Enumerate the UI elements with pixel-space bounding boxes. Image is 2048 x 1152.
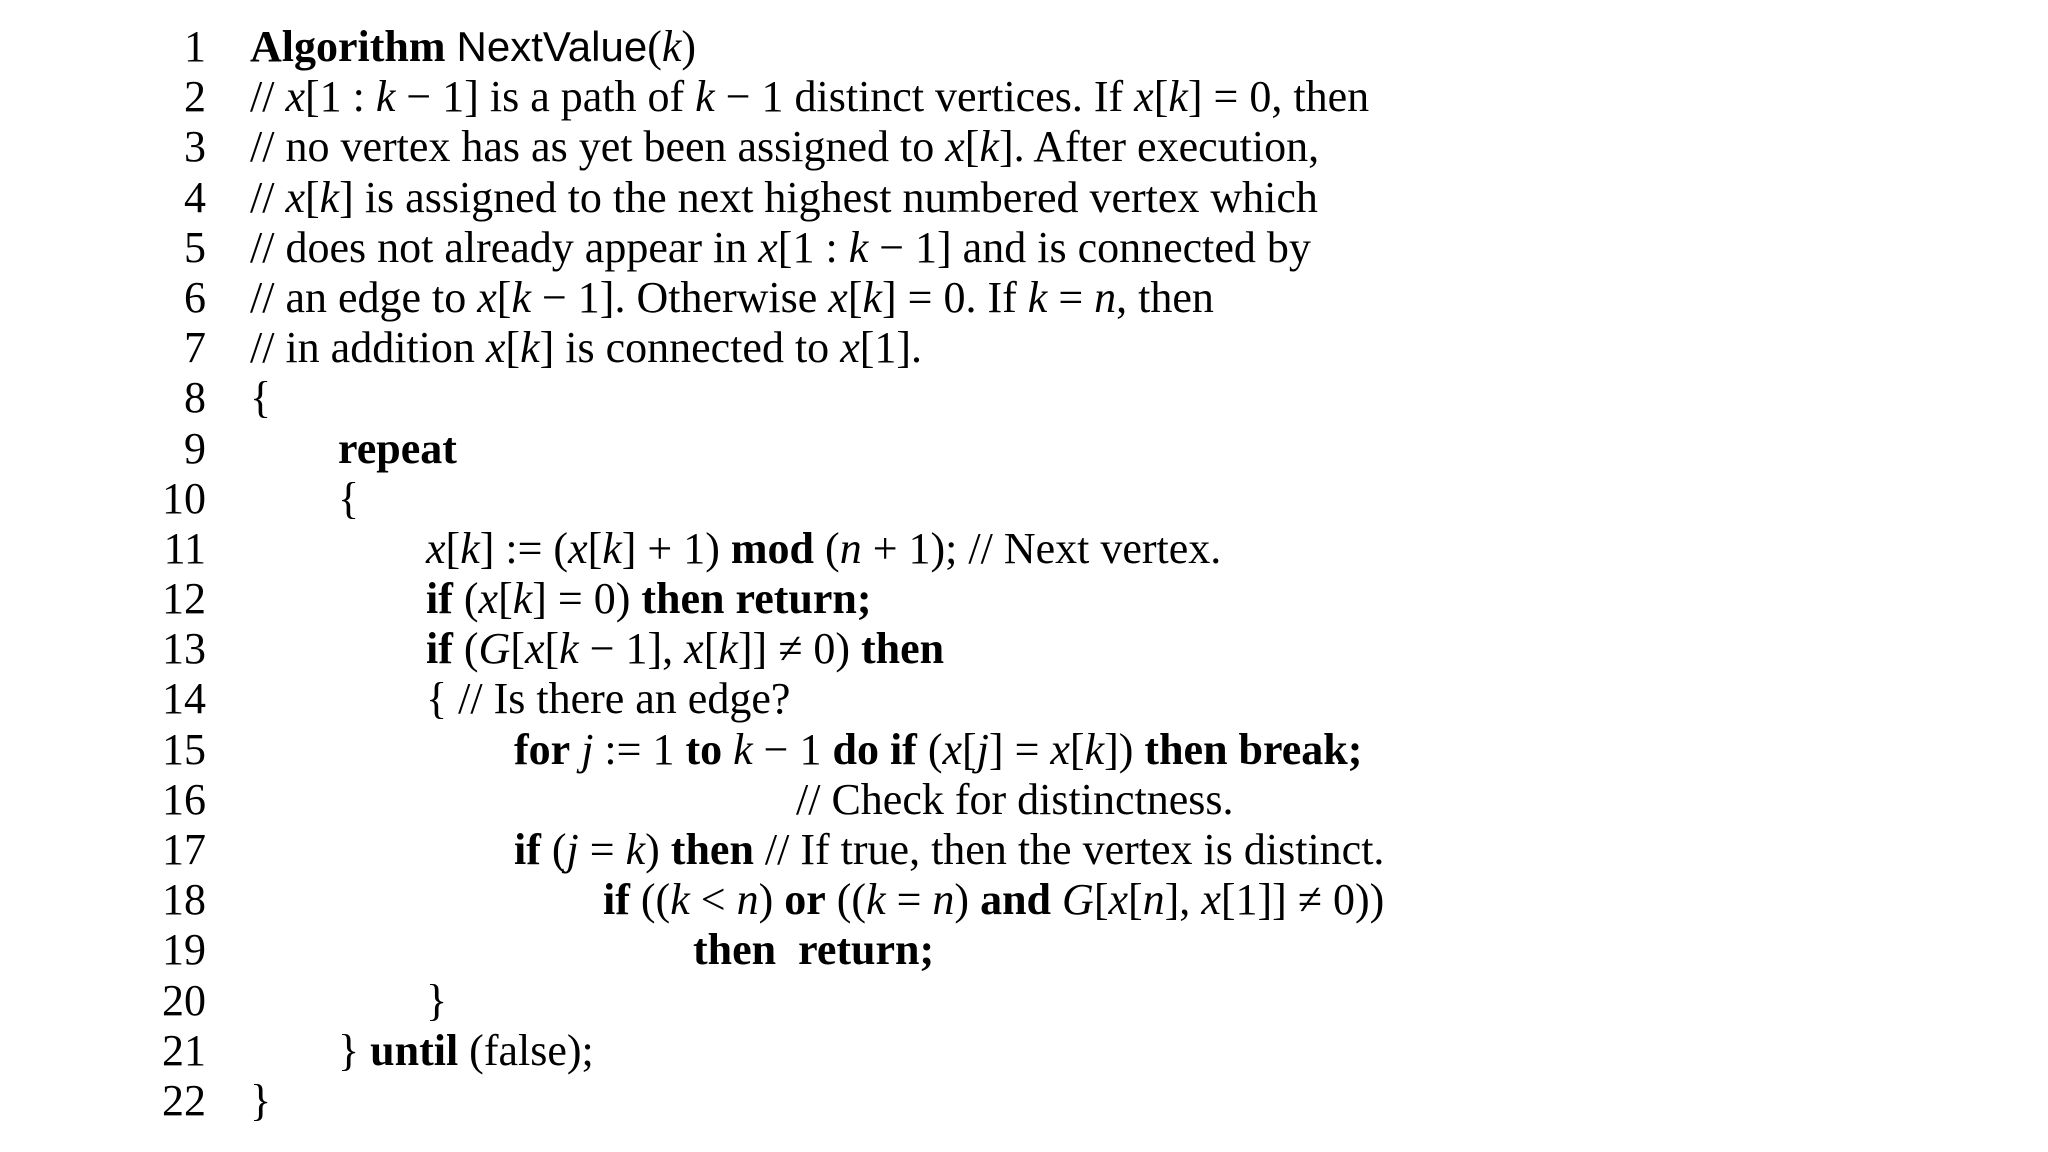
keyword: to [685, 724, 723, 774]
text: [ [587, 523, 603, 573]
var: x [285, 172, 305, 222]
algorithm-name: NextValue [456, 23, 648, 70]
var: x [285, 72, 305, 122]
text: // an edge to [250, 272, 478, 322]
code-text [250, 22, 696, 72]
text: = [885, 875, 933, 925]
text: // does not already appear in [250, 222, 759, 272]
code-line-11 [0, 524, 2048, 574]
keyword: if [426, 624, 453, 674]
code-text [250, 825, 1384, 875]
keyword: then [670, 825, 754, 874]
text: ( [814, 523, 840, 573]
text: + 1); // Next vertex. [861, 523, 1222, 573]
var: G [478, 624, 511, 674]
code-line-17 [0, 825, 2048, 875]
text: [ [498, 574, 513, 624]
text [722, 725, 733, 774]
code-line-9 [0, 424, 2048, 474]
line-number: 13 [162, 624, 206, 674]
keyword: if [603, 875, 630, 925]
code-text [250, 725, 1362, 775]
text: − 1 [752, 724, 833, 774]
keyword: then break; [1144, 724, 1363, 774]
comment [250, 173, 1318, 223]
line-number: 14 [162, 674, 206, 724]
code-text [250, 574, 872, 624]
code-line-10 [0, 474, 2048, 524]
var: k [866, 875, 886, 925]
open-brace: { [250, 373, 272, 423]
text: [ [962, 724, 977, 774]
var: k [1027, 272, 1048, 322]
code-line-18 [0, 875, 2048, 925]
var: k [520, 323, 540, 373]
text: < [689, 875, 737, 925]
line-number: 16 [162, 774, 206, 824]
line-number: 12 [162, 574, 206, 624]
text: ]) [1104, 724, 1145, 774]
var: G [1062, 875, 1094, 925]
var: x [942, 724, 963, 774]
var: k [733, 724, 753, 774]
comment [250, 223, 1311, 273]
code-line-15 [0, 725, 2048, 775]
var: k [512, 574, 533, 624]
keyword: then [861, 624, 945, 674]
text: ] = 0) [532, 574, 642, 624]
var: k [319, 172, 340, 222]
keyword: do if [832, 724, 917, 774]
text: = [578, 825, 626, 874]
line-number: 15 [162, 724, 206, 774]
var: k [1084, 724, 1105, 774]
text: − 1]. Otherwise [530, 272, 829, 322]
line-number: 2 [184, 72, 206, 122]
comment [250, 122, 1319, 172]
code-line-1 [0, 22, 2048, 72]
line-number: 3 [184, 122, 206, 172]
text: ], [1164, 875, 1202, 925]
var: x [1108, 875, 1128, 925]
code-line-14 [0, 674, 2048, 724]
line-number: 11 [163, 523, 206, 573]
code-line-21 [0, 1026, 2048, 1076]
var: x [684, 624, 704, 674]
text: , then [1116, 272, 1214, 322]
text: [1 : [304, 72, 376, 122]
comment: // If true, then the vertex is distinct. [753, 825, 1385, 874]
text: // [250, 72, 286, 122]
code-text [250, 1026, 594, 1076]
comment: // Check for distinctness. [796, 774, 1234, 824]
var: x [485, 323, 506, 373]
text: // no vertex has as yet been assigned to [250, 122, 946, 172]
code-text [250, 624, 944, 674]
line-number: 17 [162, 825, 206, 874]
var: x [1050, 724, 1070, 774]
text: [ [1093, 875, 1109, 925]
punct: ) [681, 22, 697, 71]
keyword: then return; [693, 925, 935, 975]
keyword: mod [730, 523, 815, 573]
var: x [426, 523, 446, 573]
var: j [581, 724, 594, 774]
keyword: until [370, 1025, 459, 1075]
code-line-12 [0, 574, 2048, 624]
text: [ [703, 624, 719, 674]
close-brace: } [426, 975, 448, 1025]
text: [1]] ≠ 0)) [1220, 875, 1385, 925]
text: − 1] is a path of [395, 72, 696, 122]
var: k [862, 272, 883, 322]
var: n [736, 875, 759, 925]
line-number: 10 [162, 473, 206, 523]
text: [ [544, 624, 560, 674]
code-line-3 [0, 122, 2048, 172]
line-number: 21 [162, 1025, 206, 1075]
var: x [477, 272, 497, 322]
line-number: 5 [184, 222, 206, 272]
text: [ [847, 272, 863, 322]
line-number: 1 [184, 22, 206, 71]
text: [ [1069, 724, 1085, 774]
var: k [979, 122, 999, 172]
line-number: 22 [162, 1075, 206, 1125]
text: ( [452, 574, 479, 624]
keyword: if [514, 825, 541, 874]
text: [ [510, 624, 525, 674]
text: ] = 0, then [1187, 72, 1370, 122]
code-text [250, 424, 457, 474]
text: [ [496, 272, 512, 322]
text: ) [954, 875, 981, 925]
keyword: if [426, 574, 453, 624]
var: k [460, 523, 480, 573]
line-number: 6 [184, 272, 206, 322]
algorithm-listing [0, 22, 2048, 1126]
code-text: { // Is there an edge? [426, 674, 791, 724]
code-text [250, 925, 934, 975]
line-number: 19 [162, 925, 206, 975]
comment [250, 273, 1214, 323]
line-number: 9 [184, 423, 206, 473]
text: ] := ( [479, 523, 569, 573]
comment [250, 72, 1369, 122]
text: (( [629, 875, 671, 925]
comment [250, 323, 922, 373]
code-line-4 [0, 173, 2048, 223]
code-line-8 [0, 373, 2048, 423]
var: k [661, 22, 682, 71]
code-text [250, 524, 1221, 574]
var: n [932, 875, 955, 925]
var: k [848, 222, 869, 272]
code-line-2 [0, 72, 2048, 122]
text: − 1 distinct vertices. If [714, 72, 1135, 122]
code-text [250, 875, 1384, 925]
var: k [670, 875, 690, 925]
var: x [828, 272, 848, 322]
code-line-16 [0, 775, 2048, 825]
text: ) [645, 825, 671, 874]
text: ]] ≠ 0) [737, 624, 861, 674]
open-brace: { [338, 473, 360, 523]
code-line-6 [0, 273, 2048, 323]
text: = [1047, 272, 1095, 322]
line-number: 7 [184, 323, 206, 373]
code-line-5 [0, 223, 2048, 273]
text: ] = [988, 724, 1051, 774]
text: ) [758, 875, 785, 925]
text: [ [1128, 875, 1143, 925]
text [570, 725, 581, 774]
code-line-7 [0, 323, 2048, 373]
text: ] is connected to [539, 323, 841, 373]
code-line-20 [0, 976, 2048, 1026]
line-number: 4 [184, 172, 206, 222]
text: − 1] and is connected by [868, 222, 1311, 272]
text: ]. After execution, [998, 122, 1320, 172]
var: k [1168, 72, 1188, 122]
text: // in addition [250, 323, 486, 373]
code-line-19 [0, 925, 2048, 975]
keyword: or [784, 875, 826, 925]
var: k [602, 523, 622, 573]
var: k [625, 825, 646, 874]
line-number: 8 [184, 373, 206, 423]
var: x [840, 323, 860, 373]
var: x [478, 574, 499, 624]
keyword: then return; [641, 574, 872, 624]
var: x [524, 624, 545, 674]
text: (false); [458, 1025, 594, 1075]
text: ] = 0. If [882, 272, 1028, 322]
text: ] + 1) [621, 523, 731, 573]
var: x [1201, 875, 1221, 925]
keyword: Algorithm [250, 22, 446, 71]
text: [1]. [859, 323, 923, 373]
text: ( [916, 724, 943, 774]
punct: ( [647, 22, 662, 71]
code-line-22 [0, 1076, 2048, 1126]
var: x [1134, 72, 1154, 122]
keyword: repeat [338, 423, 457, 473]
text: } [338, 1025, 371, 1075]
line-number: 18 [162, 875, 206, 925]
var: x [568, 523, 588, 573]
text: ( [452, 624, 479, 674]
var: j [976, 724, 989, 774]
var: n [1094, 272, 1117, 322]
keyword: for [514, 724, 571, 774]
text [1051, 875, 1062, 924]
text: [ [1153, 72, 1169, 122]
text: [1 : [777, 222, 849, 272]
var: n [1142, 875, 1165, 925]
text: [ [304, 172, 320, 222]
var: k [511, 272, 531, 322]
close-brace: } [250, 1075, 272, 1125]
text: := 1 [593, 724, 686, 774]
keyword: and [980, 875, 1052, 925]
var: x [945, 122, 965, 172]
var: k [375, 72, 396, 122]
line-number: 20 [162, 975, 206, 1025]
var: k [718, 624, 738, 674]
text: ( [540, 825, 567, 874]
var: k [559, 624, 579, 674]
var: k [695, 72, 715, 122]
code-line-13 [0, 624, 2048, 674]
var: n [839, 523, 862, 573]
text: [ [964, 122, 980, 172]
text: (( [825, 875, 867, 925]
text: // [250, 172, 286, 222]
text: − 1], [578, 624, 685, 674]
var: x [758, 222, 778, 272]
text: ] is assigned to the next highest numbered vertex which [339, 172, 1318, 222]
text: [ [505, 323, 521, 373]
var: j [566, 825, 579, 874]
text: [ [445, 523, 461, 573]
